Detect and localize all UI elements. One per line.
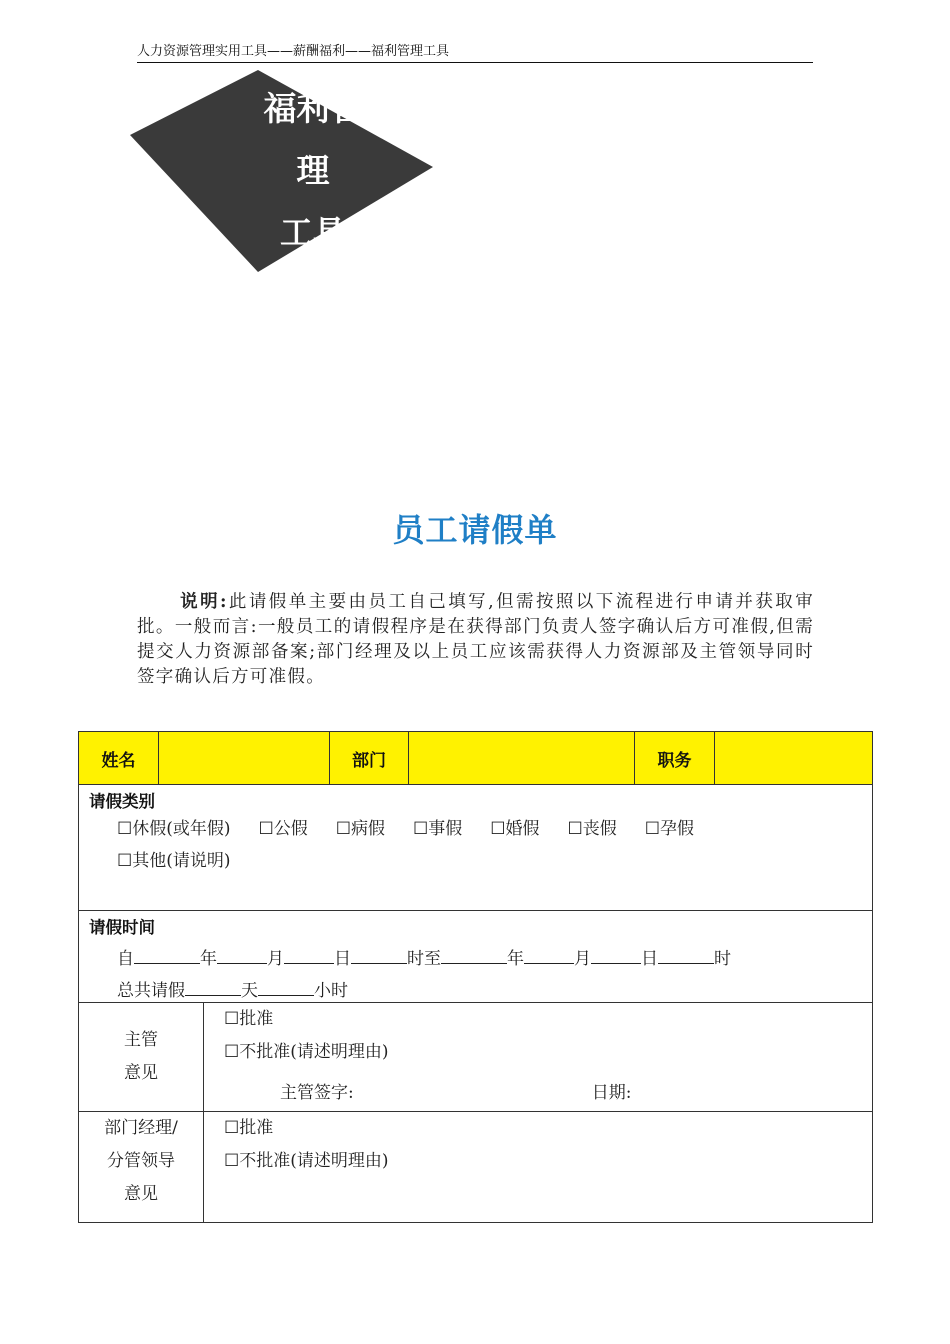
leave-time-title: 请假时间: [89, 918, 155, 937]
start-day-blank[interactable]: [284, 948, 334, 964]
supervisor-reject-checkbox[interactable]: ☐不批准(请述明理由): [224, 1042, 389, 1062]
checkbox-annual-leave[interactable]: ☐休假(或年假): [117, 819, 231, 839]
total-hours-blank[interactable]: [258, 980, 314, 996]
manager-approve-checkbox[interactable]: ☐批准: [224, 1118, 274, 1138]
checkbox-sick-leave[interactable]: ☐病假: [335, 819, 386, 839]
leave-total: 总共请假 天 小时: [117, 981, 348, 1001]
end-year-blank[interactable]: [441, 948, 507, 964]
total-days-blank[interactable]: [185, 980, 241, 996]
name-label: 姓名: [79, 732, 159, 785]
supervisor-date-label: 日期:: [591, 1083, 632, 1103]
checkbox-other-leave[interactable]: ☐其他(请说明): [117, 851, 231, 871]
checkbox-maternity-leave[interactable]: ☐孕假: [644, 819, 695, 839]
leave-time-section: [79, 911, 873, 1003]
end-hour-blank[interactable]: [658, 948, 714, 964]
department-label: 部门: [330, 732, 409, 785]
document-title: 员工请假单: [392, 511, 558, 549]
note-label: 说明:: [179, 592, 228, 612]
badge-line-2: 理: [296, 151, 330, 190]
leave-date-range: 自 年 月 日 时至 年 月 日 时: [117, 949, 731, 969]
name-field[interactable]: [159, 732, 330, 785]
note-text: 此请假单主要由员工自己填写,但需按照以下流程进行申请并获取审批。一般而言:一般员工的请假程序是在获得部门负责人签字确认后方可准假,但需提交人力资源部备案;部门经理及以上员工应该需获得人力资源部及主管领导同时签字确认后方可准假。: [137, 592, 814, 687]
instructions-note: [137, 590, 814, 690]
checkbox-personal-leave[interactable]: ☐事假: [413, 819, 463, 839]
manager-opinion-label: 部门经理/ 分管领导 意见: [79, 1112, 204, 1223]
badge-line-3: 工具: [280, 213, 346, 252]
section-badge: [128, 70, 433, 272]
supervisor-opinion-body: [204, 1003, 873, 1112]
position-label: 职务: [635, 732, 715, 785]
supervisor-signature-label: 主管签字:: [280, 1083, 354, 1103]
supervisor-approve-checkbox[interactable]: ☐批准: [224, 1009, 274, 1029]
leave-type-section: [79, 785, 873, 911]
position-field[interactable]: [715, 732, 873, 785]
manager-reject-checkbox[interactable]: ☐不批准(请述明理由): [224, 1151, 389, 1171]
start-year-blank[interactable]: [134, 948, 200, 964]
department-field[interactable]: [409, 732, 635, 785]
checkbox-bereavement-leave[interactable]: ☐丧假: [567, 819, 617, 839]
end-day-blank[interactable]: [591, 948, 641, 964]
start-month-blank[interactable]: [217, 948, 267, 964]
leave-request-form: [78, 731, 873, 1223]
end-month-blank[interactable]: [524, 948, 574, 964]
checkbox-public-leave[interactable]: ☐公假: [258, 819, 308, 839]
supervisor-opinion-label: 主管 意见: [79, 1003, 204, 1112]
checkbox-marriage-leave[interactable]: ☐婚假: [490, 819, 540, 839]
manager-opinion-body: [204, 1112, 873, 1223]
badge-line-1: 福利管: [263, 89, 363, 128]
leave-type-title: 请假类别: [89, 792, 155, 811]
start-hour-blank[interactable]: [351, 948, 407, 964]
running-header: 人力资源管理实用工具——薪酬福利——福利管理工具: [137, 43, 813, 63]
